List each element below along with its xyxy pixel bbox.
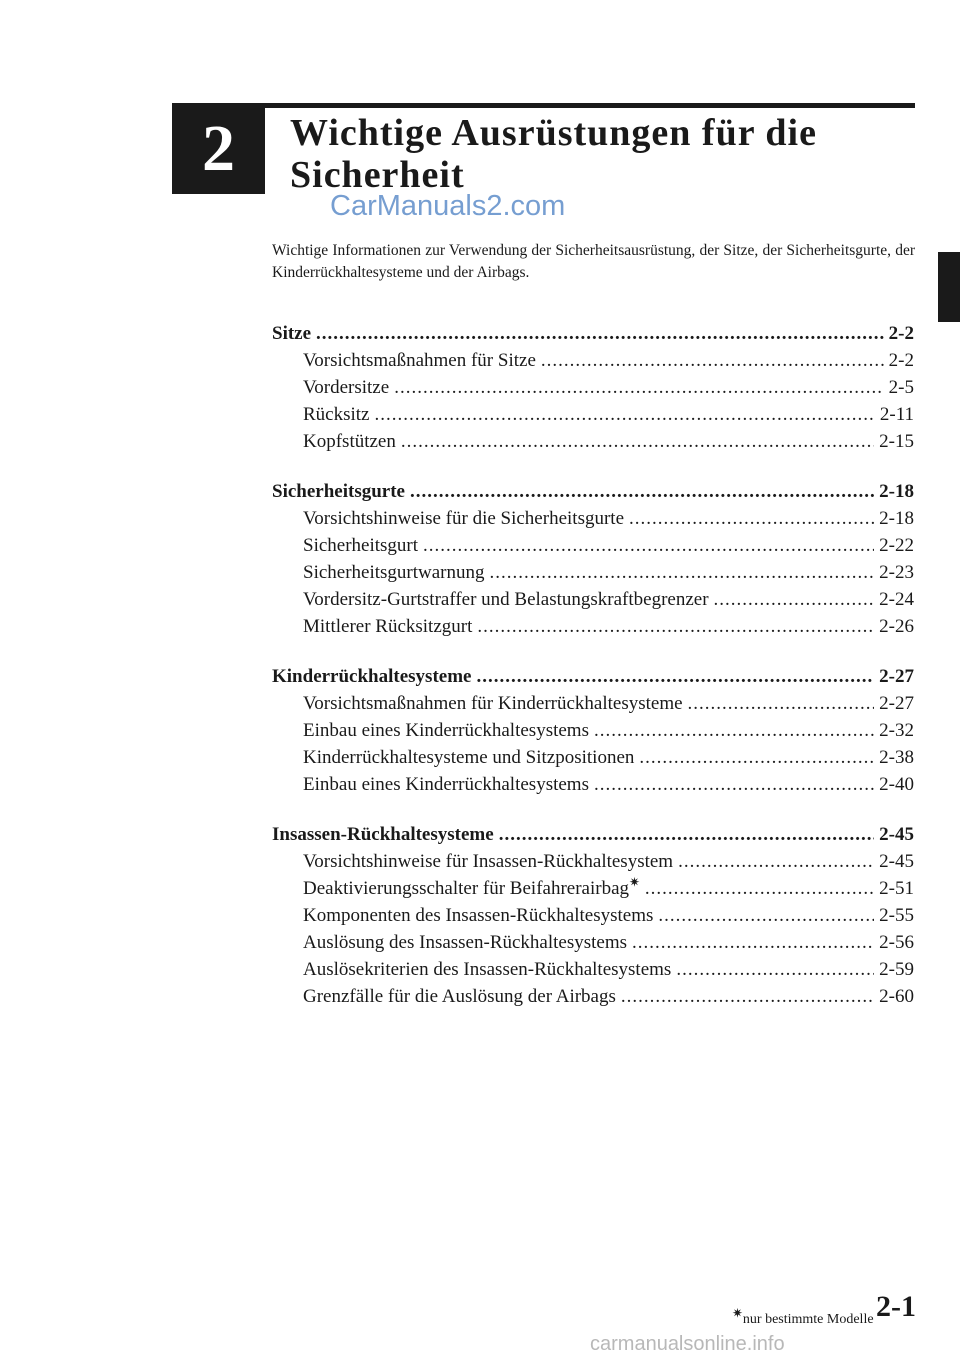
toc-entry-title: Vorsichtsmaßnahmen für Sitze — [303, 350, 536, 371]
toc-entry-title: Komponenten des Insassen-Rückhaltesystems — [303, 905, 654, 926]
toc-entry[interactable] — [272, 690, 914, 717]
dot-leader — [645, 875, 874, 902]
dot-leader — [658, 902, 874, 929]
dot-leader — [477, 613, 874, 640]
dot-leader — [401, 428, 874, 455]
toc-section-page: 2-45 — [879, 824, 914, 845]
dot-leader — [316, 320, 884, 347]
toc-entry[interactable] — [272, 505, 914, 532]
chapter-title: Wichtige Ausrüstungen für die Sicherheit — [290, 112, 817, 196]
toc-entry[interactable] — [272, 347, 914, 374]
table-of-contents — [272, 320, 914, 1033]
toc-entry-page: 2-55 — [879, 905, 914, 926]
toc-entry-title: Mittlerer Rücksitzgurt — [303, 616, 473, 637]
toc-entry[interactable] — [272, 902, 914, 929]
toc-entry-title: Grenzfälle für die Auslösung der Airbags — [303, 986, 616, 1007]
toc-entry-title: Sicherheitsgurtwarnung — [303, 562, 485, 583]
toc-entry[interactable] — [272, 717, 914, 744]
toc-entry-page: 2-24 — [879, 589, 914, 610]
toc-entry-title: Vordersitze — [303, 377, 390, 398]
toc-entry[interactable] — [272, 983, 914, 1010]
page-number: 2-1 — [876, 1290, 916, 1323]
toc-entry-page: 2-32 — [879, 720, 914, 741]
toc-entry-page: 2-23 — [879, 562, 914, 583]
footnote — [732, 1305, 874, 1328]
dot-leader — [499, 821, 874, 848]
toc-entry-page: 2-59 — [879, 959, 914, 980]
dot-leader — [375, 401, 875, 428]
toc-entry[interactable] — [272, 875, 914, 902]
toc-entry[interactable] — [272, 374, 914, 401]
toc-entry-page: 2-38 — [879, 747, 914, 768]
toc-entry-page: 2-22 — [879, 535, 914, 556]
toc-section-title: Kinderrückhaltesysteme — [272, 666, 472, 687]
toc-entry-page: 2-51 — [879, 878, 914, 899]
toc-entry[interactable] — [272, 559, 914, 586]
toc-section-heading[interactable] — [272, 821, 914, 848]
toc-entry-title: Kopfstützen — [303, 431, 396, 452]
dot-leader — [476, 663, 874, 690]
chapter-header-rule — [265, 103, 915, 108]
toc-section-page: 2-18 — [879, 481, 914, 502]
toc-section-heading[interactable] — [272, 478, 914, 505]
toc-entry-title: Auslösekriterien des Insassen-Rückhaltesystems — [303, 959, 672, 980]
toc-entry-page: 2-5 — [888, 377, 914, 398]
toc-entry[interactable] — [272, 929, 914, 956]
toc-entry-page: 2-45 — [879, 851, 914, 872]
chapter-number: 2 — [202, 111, 235, 185]
toc-section-page: 2-2 — [888, 323, 914, 344]
toc-section-page: 2-27 — [879, 666, 914, 687]
toc-entry-page: 2-15 — [879, 431, 914, 452]
toc-entry[interactable] — [272, 613, 914, 640]
toc-entry-page: 2-56 — [879, 932, 914, 953]
toc-entry-page: 2-40 — [879, 774, 914, 795]
toc-entry[interactable] — [272, 744, 914, 771]
toc-section-title: Sicherheitsgurte — [272, 481, 405, 502]
chapter-side-tab — [938, 252, 960, 322]
toc-section — [272, 663, 914, 798]
toc-entry[interactable] — [272, 956, 914, 983]
toc-entry-title: Kinderrückhaltesysteme und Sitzpositionen — [303, 747, 635, 768]
toc-entry[interactable] — [272, 848, 914, 875]
toc-entry-title: Vorsichtsmaßnahmen für Kinderrückhaltesysteme — [303, 693, 683, 714]
toc-entry[interactable] — [272, 428, 914, 455]
toc-entry-title: Deaktivierungsschalter für Beifahrerairbag✷ — [303, 874, 640, 899]
chapter-number-box — [172, 103, 265, 194]
toc-entry-title: Vorsichtshinweise für die Sicherheitsgurte — [303, 508, 624, 529]
toc-entry-title: Einbau eines Kinderrückhaltesystems — [303, 774, 589, 795]
toc-entry[interactable] — [272, 586, 914, 613]
toc-entry-page: 2-2 — [888, 350, 914, 371]
dot-leader — [423, 532, 874, 559]
dot-leader — [621, 983, 874, 1010]
dot-leader — [629, 505, 874, 532]
toc-section-heading[interactable] — [272, 663, 914, 690]
toc-section — [272, 478, 914, 640]
dot-leader — [394, 374, 883, 401]
toc-section — [272, 320, 914, 455]
dot-leader — [632, 929, 874, 956]
toc-section-title: Sitze — [272, 323, 312, 344]
toc-entry[interactable] — [272, 771, 914, 798]
toc-entry-page: 2-26 — [879, 616, 914, 637]
toc-entry-title: Auslösung des Insassen-Rückhaltesystems — [303, 932, 628, 953]
toc-entry-title: Sicherheitsgurt — [303, 535, 419, 556]
footnote-text: nur bestimmte Modelle — [742, 1312, 874, 1327]
toc-section-heading[interactable] — [272, 320, 914, 347]
toc-entry-title: Vorsichtshinweise für Insassen-Rückhaltesystem — [303, 851, 674, 872]
dot-leader — [594, 771, 874, 798]
toc-entry[interactable] — [272, 401, 914, 428]
dot-leader — [714, 586, 875, 613]
toc-entry-title: Einbau eines Kinderrückhaltesystems — [303, 720, 589, 741]
toc-section-title: Insassen-Rückhaltesysteme — [272, 824, 494, 845]
toc-entry-title: Rücksitz — [303, 404, 370, 425]
dot-leader — [541, 347, 884, 374]
dot-leader — [490, 559, 875, 586]
asterisk-icon: ✷ — [732, 1305, 743, 1321]
chapter-intro: Wichtige Informationen zur Verwendung der Sicherheitsausrüstung, der Sitze, der Sicherheitsgurte, der Kinderrückhaltesysteme und der Airbags. — [272, 242, 915, 281]
dot-leader — [676, 956, 874, 983]
watermark: CarManuals2.com — [330, 190, 566, 222]
toc-section — [272, 821, 914, 1010]
dot-leader — [410, 478, 874, 505]
asterisk-icon: ✷ — [629, 874, 640, 890]
toc-entry-page: 2-11 — [879, 404, 914, 425]
toc-entry-page: 2-27 — [879, 693, 914, 714]
footer-site-watermark: carmanualsonline.info — [590, 1333, 785, 1355]
dot-leader — [678, 848, 874, 875]
toc-entry-page: 2-60 — [879, 986, 914, 1007]
toc-entry-title: Vordersitz-Gurtstraffer und Belastungskraftbegrenzer — [303, 589, 709, 610]
dot-leader — [594, 717, 874, 744]
dot-leader — [639, 744, 874, 771]
dot-leader — [688, 690, 875, 717]
toc-entry-page: 2-18 — [879, 508, 914, 529]
toc-entry[interactable] — [272, 532, 914, 559]
